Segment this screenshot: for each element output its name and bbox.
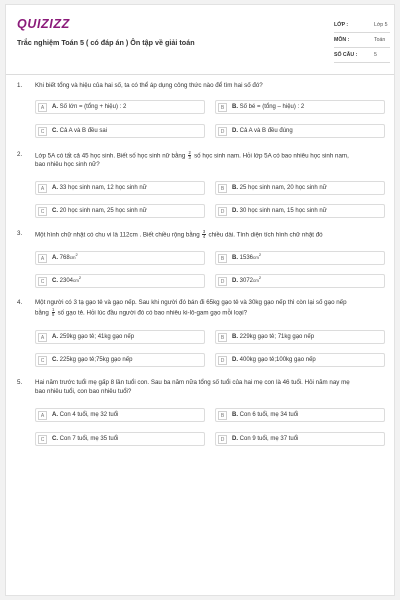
option-letter: A: [38, 411, 47, 420]
option-letter: A: [38, 333, 47, 342]
option-letter: B: [218, 184, 227, 193]
option-text: B. 229kg gạo tẻ; 71kg gạo nếp: [232, 334, 315, 340]
option-b[interactable]: [215, 100, 385, 114]
option-letter: C: [38, 207, 47, 216]
option-letter: A: [38, 254, 47, 263]
question-number: 1.: [17, 82, 23, 89]
option-letter: D: [218, 277, 227, 286]
option-letter: C: [38, 356, 47, 365]
option-letter: C: [38, 277, 47, 286]
question-text: Một hình chữ nhật có chu vi là 112cm . Biết chiều rộng bằng $\frac{3}{4}$ chiều dài. Tính diện tích hình chữ nhật đó: [35, 229, 323, 240]
meta-row-subject: [334, 34, 390, 48]
question-number: 5.: [17, 379, 23, 386]
option-d[interactable]: [215, 204, 385, 218]
option-text: C. 20 học sinh nam, 25 học sinh nữ: [52, 208, 147, 214]
option-letter: B: [218, 411, 227, 420]
option-a[interactable]: [35, 330, 205, 344]
option-b[interactable]: [215, 330, 385, 344]
worksheet-page: [5, 4, 395, 596]
option-letter: B: [218, 103, 227, 112]
option-c[interactable]: [35, 124, 205, 138]
meta-row-question-count: [334, 49, 390, 63]
fraction: $\frac{2}{3}$: [188, 150, 191, 161]
option-letter: B: [218, 254, 227, 263]
option-text: C. $2304cm^2$: [52, 275, 82, 284]
option-b[interactable]: [215, 251, 385, 265]
meta-value: Lớp 5: [374, 22, 388, 28]
option-c[interactable]: [35, 432, 205, 446]
option-text: C. Cả A và B đều sai: [52, 128, 108, 134]
option-b[interactable]: [215, 181, 385, 195]
fraction: $\frac{3}{4}$: [202, 229, 206, 240]
option-text: A. $768cm^2$: [52, 252, 78, 261]
option-a[interactable]: [35, 408, 205, 422]
fraction: $\frac{1}{5}$: [52, 306, 55, 317]
option-d[interactable]: [215, 353, 385, 367]
option-c[interactable]: [35, 204, 205, 218]
option-text: C. 225kg gạo tẻ;75kg gạo nếp: [52, 357, 133, 363]
option-text: D. 30 học sinh nam, 15 học sinh nữ: [232, 208, 327, 214]
meta-value: Toán: [374, 37, 386, 43]
question-number: 2.: [17, 151, 23, 158]
option-letter: C: [38, 435, 47, 444]
option-letter: C: [38, 127, 47, 136]
question-text: Lớp 5A có tất cả 45 học sinh. Biết số học sinh nữ bằng $\frac{2}{3}$ số học sinh nam. Hỏi lớp 5A có bao nhiêu học sinh nam, bao nhiêu học sinh nữ?: [35, 150, 349, 168]
question-number: 4.: [17, 299, 23, 306]
option-a[interactable]: [35, 181, 205, 195]
option-letter: D: [218, 207, 227, 216]
option-text: A. 33 học sinh nam, 12 học sinh nữ: [52, 185, 147, 191]
meta-value: 5: [374, 52, 377, 58]
question-text: Một người có 3 tạ gạo tẻ và gạo nếp. Sau khi người đó bán đi 65kg gạo tẻ và 30kg gạo nếp thì còn lại số gạo nếp bằng $\frac{1}{5}$ số gạo tẻ. Hỏi lúc đầu người đó có bao nhiêu ki-lô-gam gạo mỗi loại?: [35, 299, 347, 317]
meta-row-class: [334, 19, 390, 33]
option-text: D. 400kg gạo tẻ;100kg gạo nếp: [232, 357, 316, 363]
quizizz-logo[interactable]: QUIZIZZ: [17, 17, 70, 31]
option-text: B. 25 học sinh nam, 20 học sinh nữ: [232, 185, 327, 191]
option-c[interactable]: [35, 353, 205, 367]
option-text: A. 259kg gạo tẻ; 41kg gạo nếp: [52, 334, 135, 340]
option-text: D. Cả A và B đều đúng: [232, 128, 293, 134]
option-a[interactable]: [35, 100, 205, 114]
option-text: B. $1536cm^2$: [232, 252, 262, 261]
option-text: A. Con 4 tuổi, mẹ 32 tuổi: [52, 412, 119, 418]
meta-key: SỐ CÂU :: [334, 52, 358, 58]
option-d[interactable]: [215, 274, 385, 288]
option-text: D. Con 9 tuổi, mẹ 37 tuổi: [232, 436, 299, 442]
question-text: Hai năm trước tuổi mẹ gấp 8 lần tuổi con. Sau ba năm nữa tổng số tuổi của hai mẹ con là 46 tuổi. Hỏi năm nay mẹ bao nhiêu tuổi, con bao nhiêu tuổi?: [35, 379, 350, 395]
meta-key: MÔN :: [334, 37, 350, 43]
meta-key: LỚP :: [334, 22, 349, 28]
option-b[interactable]: [215, 408, 385, 422]
option-c[interactable]: [35, 274, 205, 288]
question-text: Khi biết tổng và hiệu của hai số, ta có thể áp dụng công thức nào để tìm hai số đó?: [35, 82, 263, 89]
option-text: D. $3072cm^2$: [232, 275, 262, 284]
option-letter: D: [218, 356, 227, 365]
option-d[interactable]: [215, 432, 385, 446]
option-letter: A: [38, 103, 47, 112]
option-letter: A: [38, 184, 47, 193]
option-letter: D: [218, 435, 227, 444]
worksheet-header: [6, 5, 394, 75]
option-text: B. Số bé = (tổng – hiệu) : 2: [232, 104, 305, 110]
option-letter: B: [218, 333, 227, 342]
worksheet-title: Trắc nghiệm Toán 5 ( có đáp án ) Ôn tập về giải toán: [17, 38, 195, 47]
option-text: B. Con 6 tuổi, mẹ 34 tuổi: [232, 412, 299, 418]
option-d[interactable]: [215, 124, 385, 138]
question-number: 3.: [17, 230, 23, 237]
option-a[interactable]: [35, 251, 205, 265]
option-text: A. Số lớn = (tổng + hiệu) : 2: [52, 104, 127, 110]
option-text: C. Con 7 tuổi, mẹ 35 tuổi: [52, 436, 119, 442]
option-letter: D: [218, 127, 227, 136]
